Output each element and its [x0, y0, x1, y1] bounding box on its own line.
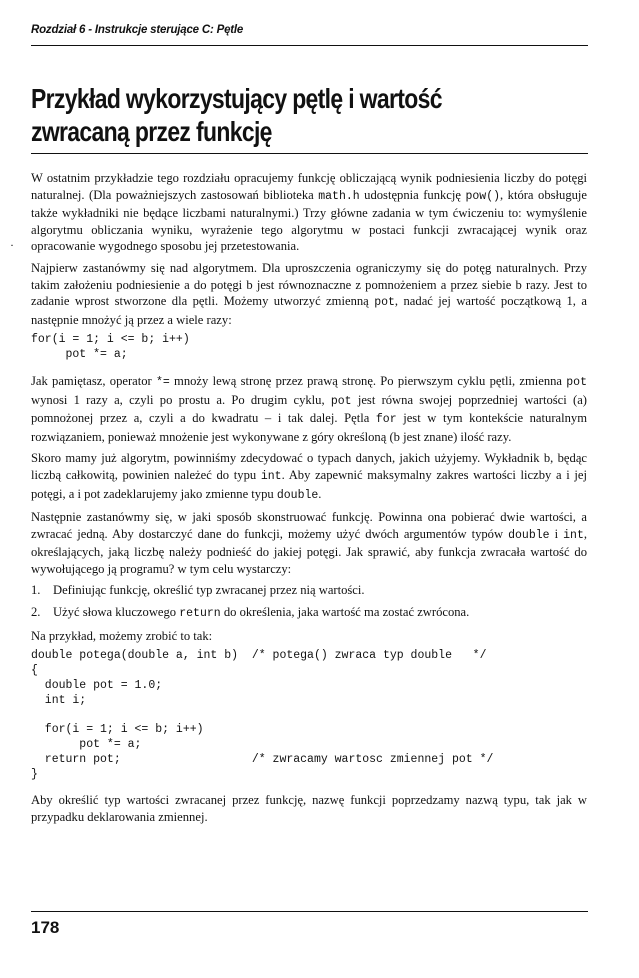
title-line-2: zwracaną przez funkcję — [31, 116, 272, 147]
paragraph-7: Aby określić typ wartości zwracanej przez funkcję, nazwę funkcji poprzedzamy nazwą typu, tak jak w przypadku deklarowania zmiennej. — [31, 793, 587, 825]
title-line-1: Przykład wykorzystujący pętlę i wartość — [31, 83, 442, 114]
code-block-function: double potega(double a, int b) /* potega() zwraca typ double */ { double pot = 1.0; int i; for(i = 1; i <= b; i++) pot *= a; return pot; /* zwracamy wartosc zmiennej pot */ } — [31, 649, 494, 781]
list-item-1: 1. Definiując funkcję, określić typ zwracanej przez nią wartości. — [31, 583, 365, 598]
paragraph-5: Następnie zastanówmy się, w jaki sposób skonstruować funkcję. Powinna ona pobierać dwie wartości, a zwracać jedną. Aby dostarczyć dane do funkcji, możemy użyć dwóch argumentów typów double i int, określających, jaką liczbę należy podnieść do jakiej potęgi. Jak sprawić, aby funkcja zwracała wartość do wywołującego ją programu? w tym celu wystarczy: — [31, 510, 588, 576]
paragraph-3: Jak pamiętasz, operator *= mnoży lewą stronę przez prawą stronę. Po pierwszym cyklu pętli, zmienna pot wynosi 1 razy a, czyli po prostu a. Po drugim cyklu, pot jest równa swojej poprzedniej wartości (a) pomnożonej przez a, czyli a do kwadratu – i tak dalej. Pętla for jest w tym kontekście naturalnym rozwiązaniem, ponieważ mnożenie jest wykonywane z góry określoną (b jest znane) ilość razy. — [31, 373, 587, 444]
list-item-2: 2. Użyć słowa kluczowego return do określenia, jaka wartość ma zostać zwrócona. — [31, 605, 470, 621]
code-block-loop: for(i = 1; i <= b; i++) pot *= a; — [31, 333, 190, 362]
section-title — [31, 82, 490, 148]
paragraph-1: W ostatnim przykładzie tego rozdziału opracujemy funkcję obliczającą wynik podniesienia liczby do potęgi naturalnej. (Dla poważniejszych zastosowań biblioteka math.h udostępnia funkcję pow(), która obsługuje także wykładniki nie będące liczbami naturalnymi.) Trzy główne zadania w tym ćwiczeniu to: wymyślenie algorytmu obliczania wyniku, wyrażenie tego algorytmu w postaci funkcji zwracającej wynik oraz opracowanie wygodnego sposobu jej przetestowania. — [31, 171, 587, 254]
title-rule — [31, 153, 588, 154]
margin-dot: · — [10, 238, 14, 252]
header-rule — [31, 45, 588, 46]
paragraph-4: Skoro mamy już algorytm, powinniśmy zdecydować o typach danych, jakich użyjemy. Wykładnik b, będąc liczbą całkowitą, powinien należeć do typu int. Aby zapewnić maksymalny zakres wartości liczby a i jej potęgi, a i pot zadeklarujemy jako zmienne typu double. — [31, 451, 587, 502]
paragraph-6: Na przykład, możemy zrobić to tak: — [31, 628, 213, 643]
body-text — [31, 170, 587, 831]
footer-rule — [31, 911, 588, 912]
running-head: Rozdział 6 - Instrukcje sterujące C: Pętle — [31, 24, 244, 36]
page-number: 178 — [31, 918, 60, 937]
paragraph-2: Najpierw zastanówmy się nad algorytmem. Dla uproszczenia ograniczymy się do potęg naturalnych. Przy takim założeniu podniesienie a do potęgi b jest równoznaczne z pomnożeniem a przez siebie b razy. Jest to zadanie wprost stworzone dla pętli. Możemy utworzyć zmienną pot, nadać jej wartość początkową 1, a następnie mnożyć ją przez a wiele razy: — [31, 260, 587, 327]
